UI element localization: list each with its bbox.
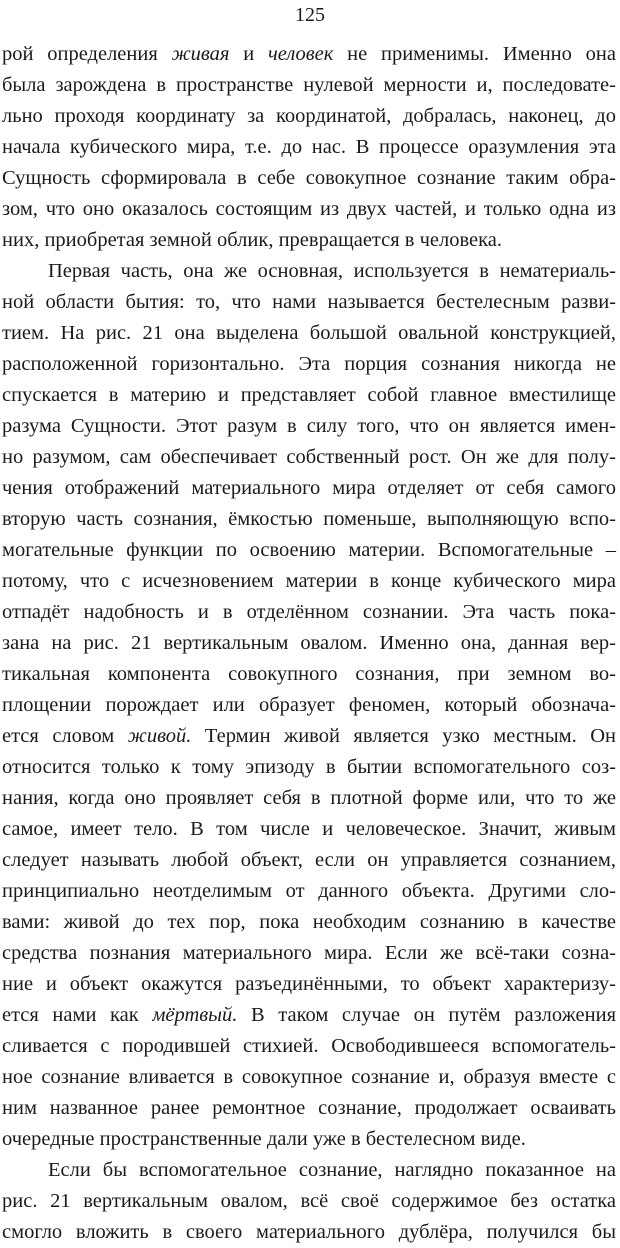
text-run: отпадёт надобность и в отделённом сознании. Эта часть пока- <box>2 601 616 623</box>
text-line <box>2 566 616 597</box>
text-run: В таком случае он путём разложения <box>237 1004 616 1026</box>
text-line <box>2 845 616 876</box>
text-line <box>2 1093 616 1124</box>
text-line <box>2 659 616 690</box>
text-run: потому, что с исчезновением материи в конце кубического мира <box>2 570 616 592</box>
text-run: вами: живой до тех пор, пока необходим сознанию в качестве <box>2 911 616 933</box>
text-line <box>2 876 616 907</box>
text-run: них, приобретая земной облик, превращается в человека. <box>2 229 503 251</box>
italic-term: человек <box>267 43 334 65</box>
text-run: тием. На рис. 21 она выделена большой овальной конструкцией, <box>2 322 616 344</box>
text-run: чения отображений материального мира отделяет от себя самого <box>2 477 616 499</box>
text-run: средства познания материального мира. Если же всё-таки созна- <box>2 942 616 964</box>
page-number: 125 <box>295 4 325 26</box>
text-line <box>2 1217 616 1248</box>
text-run: сливается с породившей стихией. Освободившееся вспомогатель- <box>2 1035 616 1057</box>
text-run: вторую часть сознания, ёмкостью поменьше, выполняющую вспо- <box>2 508 616 530</box>
body-text <box>2 39 616 1248</box>
text-run: Если бы вспомогательное сознание, наглядно показанное на <box>48 1159 616 1181</box>
italic-term: мёртвый. <box>152 1004 238 1026</box>
text-run: спускается в материю и представляет собой главное вместилище <box>2 384 616 406</box>
text-line <box>2 938 616 969</box>
text-line <box>2 969 616 1000</box>
text-line <box>2 628 616 659</box>
text-run: разума Сущности. Этот разум в силу того, что он является имен- <box>2 415 616 437</box>
text-run: могательные функции по освоению материи. Вспомогательные – <box>2 539 616 561</box>
text-run: Сущность сформировала в себе совокупное сознание таким обра- <box>2 167 616 189</box>
text-line <box>2 318 616 349</box>
text-line <box>2 411 616 442</box>
text-line <box>2 163 616 194</box>
text-run: рис. 21 вертикальным овалом, всё своё содержимое без остатка <box>2 1190 616 1212</box>
text-run: была зарождена в пространстве нулевой мерности и, последовате- <box>2 74 616 96</box>
text-run: Первая часть, она же основная, используется в нематериаль- <box>48 260 616 282</box>
text-run: тикальная компонента совокупного сознания, при земном во- <box>2 663 616 685</box>
text-run: начала кубического мира, т.е. до нас. В процессе оразумления эта <box>2 136 616 158</box>
text-run: зом, что оно оказалось состоящим из двух частей, и только одна из <box>2 198 616 220</box>
text-line <box>2 70 616 101</box>
text-run: расположенной горизонтально. Эта порция сознания никогда не <box>2 353 616 375</box>
text-line <box>2 535 616 566</box>
text-run: ним названное ранее ремонтное сознание, продолжает осваивать <box>2 1097 616 1119</box>
text-run: но разумом, сам обеспечивает собственный рост. Он же для полу- <box>2 446 616 468</box>
italic-term: живая <box>171 43 230 65</box>
text-run: площении порождает или образует феномен, который обознача- <box>2 694 616 716</box>
text-line <box>2 1031 616 1062</box>
text-run: рой определения <box>2 43 172 65</box>
text-line <box>2 442 616 473</box>
text-line <box>2 380 616 411</box>
text-line <box>2 690 616 721</box>
text-run: не применимы. Именно она <box>333 43 616 65</box>
text-run: и <box>229 43 268 65</box>
text-run: Термин живой является узко местным. Он <box>191 725 616 747</box>
text-run: смогло вложить в своего материального дублёра, получился бы <box>2 1221 616 1243</box>
text-run: ется словом <box>2 725 128 747</box>
text-line <box>2 287 616 318</box>
text-run: принципиально неотделимым от данного объекта. Другими сло- <box>2 880 616 902</box>
text-line <box>2 1000 616 1031</box>
text-run: льно проходя координату за координатой, добралась, наконец, до <box>2 105 616 127</box>
text-line <box>2 597 616 628</box>
text-line <box>2 101 616 132</box>
text-line <box>2 752 616 783</box>
text-run: относится только к тому эпизоду в бытии вспомогательного соз- <box>2 756 616 778</box>
text-line <box>2 1062 616 1093</box>
text-run: следует называть любой объект, если он управляется сознанием, <box>2 849 616 871</box>
text-run: ной области бытия: то, что нами называется бестелесным разви- <box>2 291 616 313</box>
text-line <box>2 256 616 287</box>
text-line <box>2 721 616 752</box>
text-line <box>2 473 616 504</box>
text-line <box>2 39 616 70</box>
text-line <box>2 225 616 256</box>
text-line <box>2 1186 616 1217</box>
text-run: ное сознание вливается в совокупное сознание и, образуя вместе с <box>2 1066 616 1088</box>
text-line <box>2 194 616 225</box>
italic-term: живой. <box>127 725 192 747</box>
text-line <box>2 783 616 814</box>
text-run: очередные пространственные дали уже в бестелесном виде. <box>2 1128 526 1150</box>
text-run: ется нами как <box>2 1004 153 1026</box>
text-line <box>2 349 616 380</box>
text-run: зана на рис. 21 вертикальным овалом. Именно она, данная вер- <box>2 632 616 654</box>
text-line <box>2 907 616 938</box>
text-run: нания, когда оно проявляет себя в плотной форме или, что то же <box>2 787 616 809</box>
text-line <box>2 132 616 163</box>
text-line <box>2 504 616 535</box>
text-line <box>2 1124 616 1155</box>
text-line <box>2 814 616 845</box>
text-line <box>2 1155 616 1186</box>
text-run: самое, имеет тело. В том числе и человеческое. Значит, живым <box>2 818 616 840</box>
text-run: ние и объект окажутся разъединёнными, то объект характеризу- <box>2 973 616 995</box>
